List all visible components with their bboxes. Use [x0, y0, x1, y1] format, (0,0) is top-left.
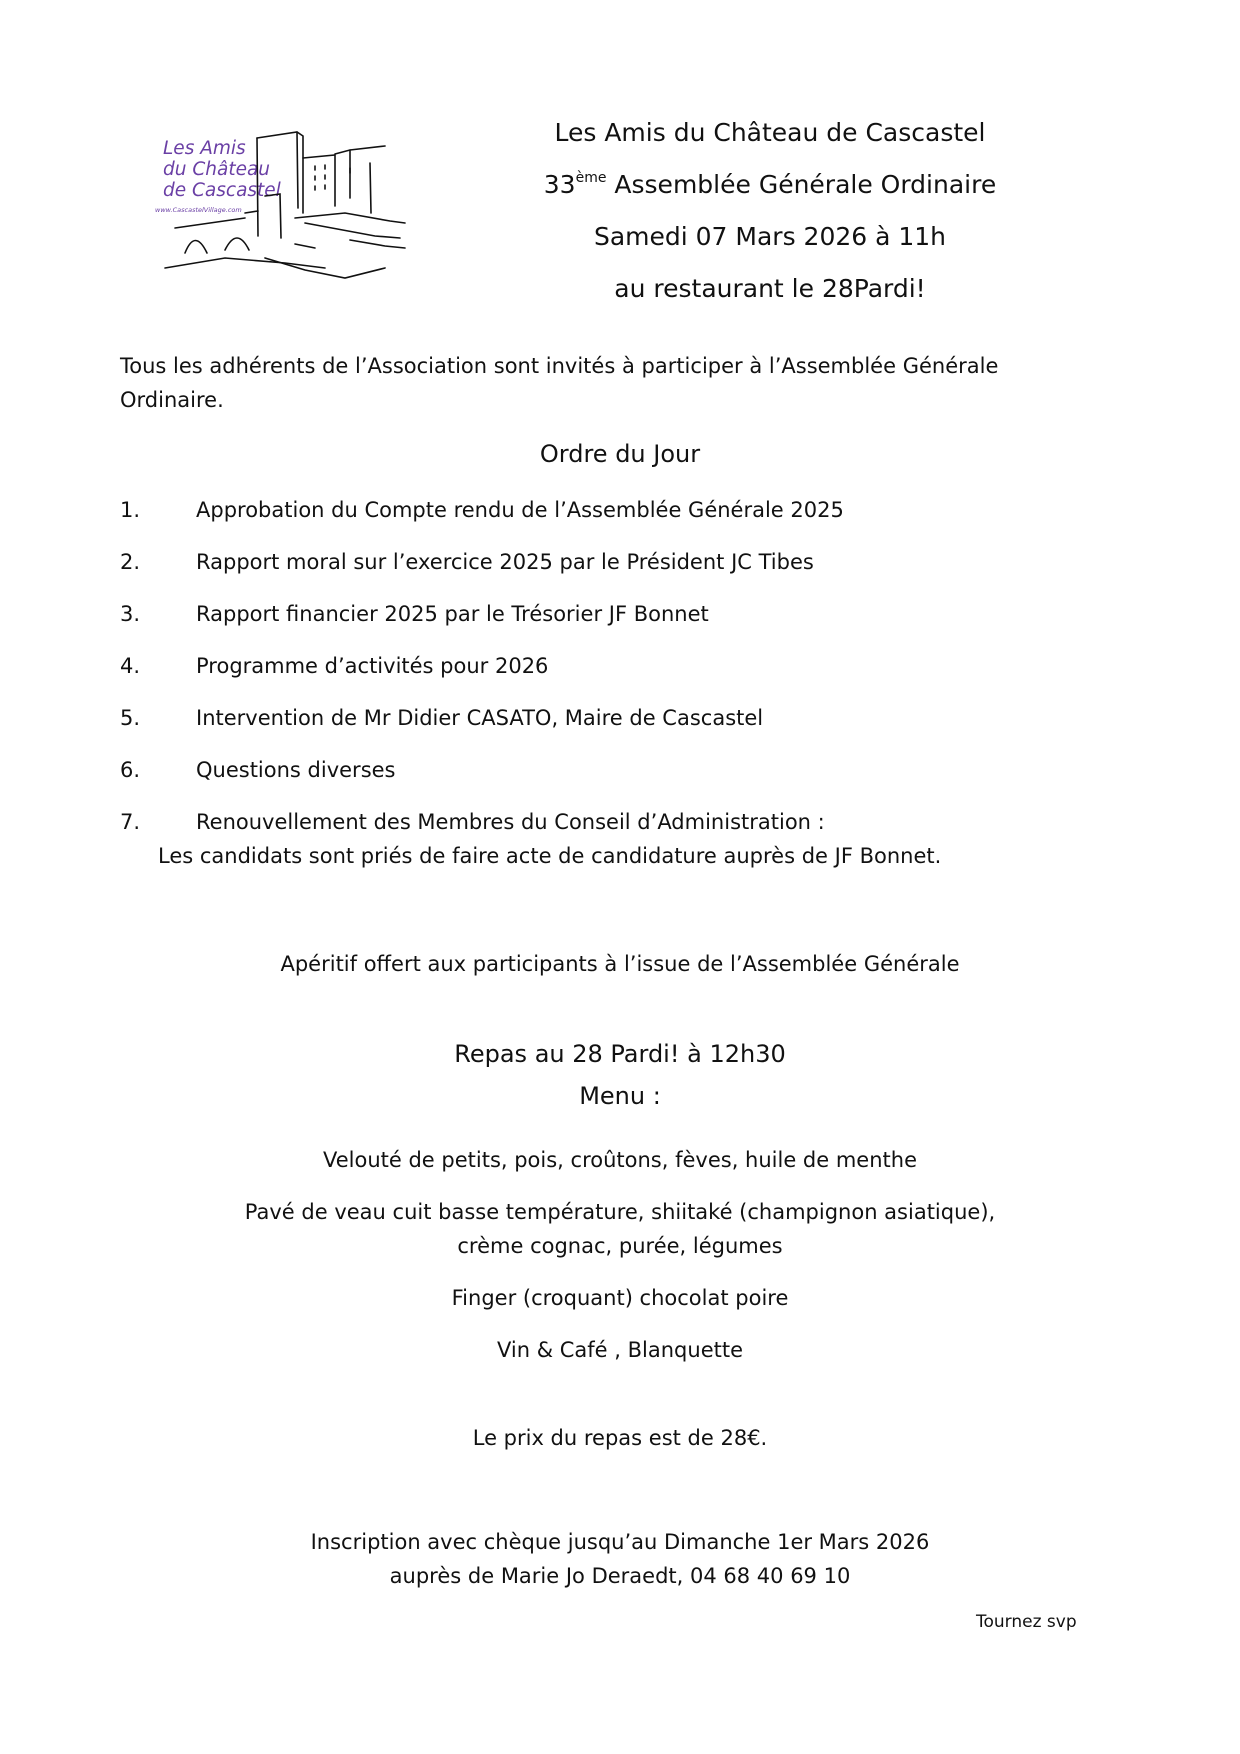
- meeting-date: Samedi 07 Mars 2026 à 11h: [593, 222, 947, 251]
- agenda-item-number: 4.: [120, 654, 141, 678]
- agenda-item-number: 6.: [120, 758, 141, 782]
- aperitif-note: Apéritif offert aux participants à l’issue de l’Assemblée Générale: [280, 952, 960, 976]
- agenda-item-number: 3.: [120, 602, 141, 626]
- agenda-item-number: 7.: [120, 810, 141, 834]
- assembly-number: 33: [543, 170, 576, 199]
- assembly-suffix: ème: [575, 170, 607, 186]
- menu-course: Velouté de petits, pois, croûtons, fèves, huile de menthe: [322, 1148, 918, 1172]
- meal-price: Le prix du repas est de 28€.: [472, 1426, 768, 1450]
- assembly-title: [510, 170, 1030, 199]
- agenda-item-text: Rapport financier 2025 par le Trésorier JF Bonnet: [196, 602, 709, 626]
- agenda-item-text: Rapport moral sur l’exercice 2025 par le Président JC Tibes: [196, 550, 814, 574]
- agenda-title: Ordre du Jour: [539, 440, 701, 468]
- assembly-title-text: Assemblée Générale Ordinaire: [614, 170, 997, 199]
- agenda-item-number: 2.: [120, 550, 141, 574]
- agenda-item-text: Intervention de Mr Didier CASATO, Maire de Cascastel: [196, 706, 764, 730]
- menu-label: Menu :: [579, 1082, 661, 1110]
- menu-course: Finger (croquant) chocolat poire: [451, 1286, 789, 1310]
- logo-line: du Château: [163, 159, 271, 180]
- agenda-item-number: 1.: [120, 498, 141, 522]
- registration-line-1: Inscription avec chèque jusqu’au Dimanche 1er Mars 2026: [310, 1530, 930, 1554]
- menu-course: Pavé de veau cuit basse température, shiitaké (champignon asiatique),: [244, 1200, 996, 1224]
- agenda-item-text: Questions diverses: [196, 758, 396, 782]
- agenda-item-number: 5.: [120, 706, 141, 730]
- turn-over-note: Tournez svp: [976, 1612, 1077, 1632]
- registration-line-2: auprès de Marie Jo Deraedt, 04 68 40 69 10: [389, 1564, 851, 1588]
- agenda-item-text: Programme d’activités pour 2026: [196, 654, 549, 678]
- agenda-item-7-note: Les candidats sont priés de faire acte de candidature auprès de JF Bonnet.: [158, 844, 942, 868]
- association-name: Les Amis du Château de Cascastel: [554, 118, 986, 147]
- intro-line-2: Ordinaire.: [120, 388, 224, 412]
- agenda-item-text: Approbation du Compte rendu de l’Assemblée Générale 2025: [196, 498, 844, 522]
- menu-course-continued: crème cognac, purée, légumes: [457, 1234, 783, 1258]
- agenda-item-text: Renouvellement des Membres du Conseil d’Administration :: [196, 810, 825, 834]
- logo-url: www.CascastelVillage.com: [155, 206, 242, 214]
- meeting-venue: au restaurant le 28Pardi!: [614, 274, 926, 303]
- castle-sketch-icon: [145, 118, 445, 283]
- meal-title: Repas au 28 Pardi! à 12h30: [454, 1040, 786, 1068]
- logo-line: Les Amis: [163, 138, 246, 159]
- association-logo: [145, 118, 445, 283]
- logo-line: de Cascastel: [163, 180, 281, 201]
- menu-course: Vin & Café , Blanquette: [496, 1338, 743, 1362]
- intro-line-1: Tous les adhérents de l’Association sont invités à participer à l’Assemblée Générale: [120, 354, 999, 378]
